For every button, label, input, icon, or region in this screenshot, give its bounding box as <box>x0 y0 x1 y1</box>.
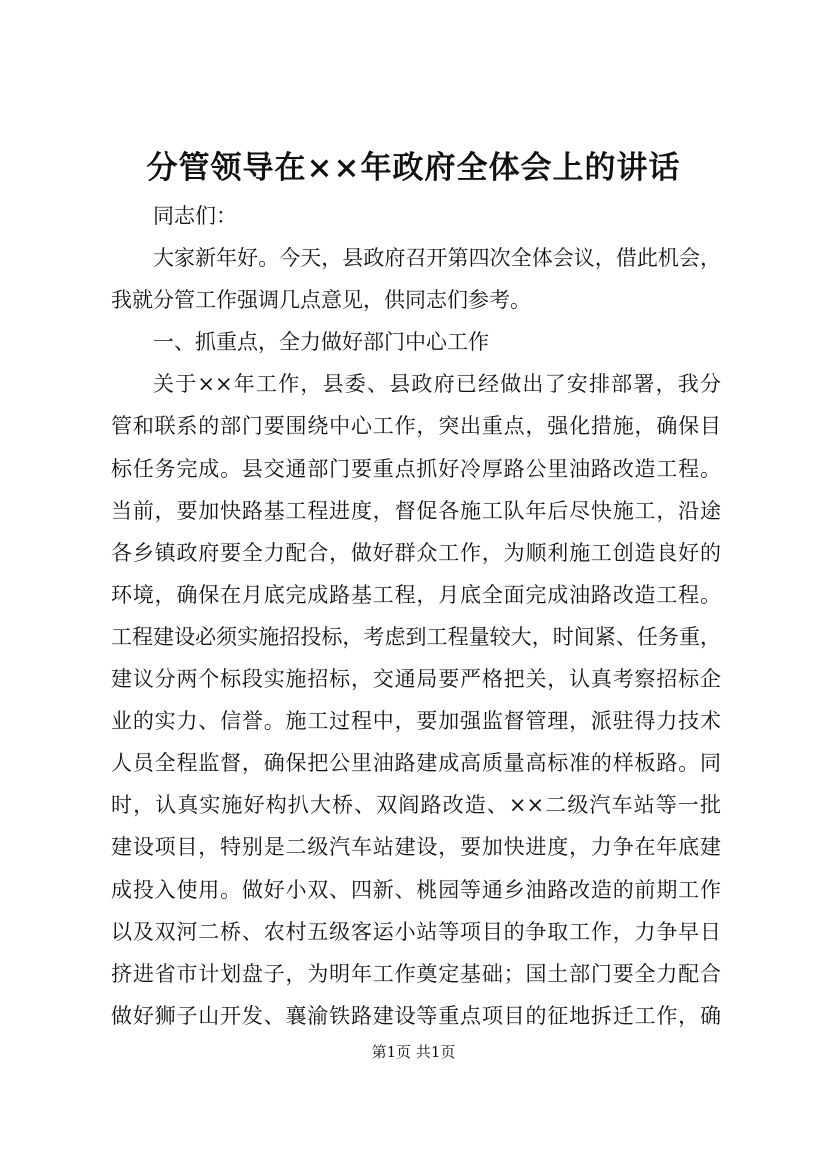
section-heading: 一、抓重点，全力做好部门中心工作 <box>153 330 489 355</box>
paragraph-line: 以及双河二桥、农村五级客运小站等项目的争取工作，力争早日 <box>111 919 721 944</box>
paragraph-line: 建议分两个标段实施招标，交通局要严格把关，认真考察招标企 <box>111 667 721 692</box>
paragraph-line: 工程建设必须实施招投标，考虑到工程量较大，时间紧、任务重， <box>111 624 721 649</box>
paragraph-line: 我就分管工作强调几点意见，供同志们参考。 <box>111 288 531 313</box>
paragraph-line: 大家新年好。今天，县政府召开第四次全体会议，借此机会， <box>153 246 721 271</box>
paragraph-line: 挤进省市计划盘子，为明年工作奠定基础；国土部门要全力配合 <box>111 961 721 986</box>
paragraph-line: 人员全程监督，确保把公里油路建成高质量高标准的样板路。同 <box>111 751 721 776</box>
paragraph-line: 业的实力、信誉。施工过程中，要加强监督管理，派驻得力技术 <box>111 709 721 734</box>
paragraph-line: 标任务完成。县交通部门要重点抓好冷厚路公里油路改造工程。 <box>111 456 721 481</box>
paragraph-line: 管和联系的部门要围绕中心工作，突出重点，强化措施，确保目 <box>111 414 721 439</box>
page-footer: 第1页 共1页 <box>371 1043 456 1061</box>
salutation: 同志们： <box>153 204 237 228</box>
document-title: 分管领导在××年政府全体会上的讲话 <box>146 150 681 186</box>
paragraph-line: 建设项目，特别是二级汽车站建设，要加快进度，力争在年底建 <box>111 835 721 860</box>
paragraph-line: 时，认真实施好构扒大桥、双阎路改造、××二级汽车站等一批 <box>111 793 721 818</box>
paragraph-line: 成投入使用。做好小双、四新、桃园等通乡油路改造的前期工作 <box>111 877 721 902</box>
paragraph-line: 各乡镇政府要全力配合，做好群众工作，为顺利施工创造良好的 <box>111 540 721 565</box>
paragraph-line: 关于××年工作，县委、县政府已经做出了安排部署，我分 <box>153 372 721 397</box>
paragraph-line: 做好狮子山开发、襄渝铁路建设等重点项目的征地拆迁工作，确 <box>111 1003 721 1028</box>
document-body <box>111 195 721 1037</box>
paragraph-line: 当前，要加快路基工程进度，督促各施工队年后尽快施工，沿途 <box>111 498 721 523</box>
paragraph-line: 环境，确保在月底完成路基工程，月底全面完成油路改造工程。 <box>111 582 721 607</box>
